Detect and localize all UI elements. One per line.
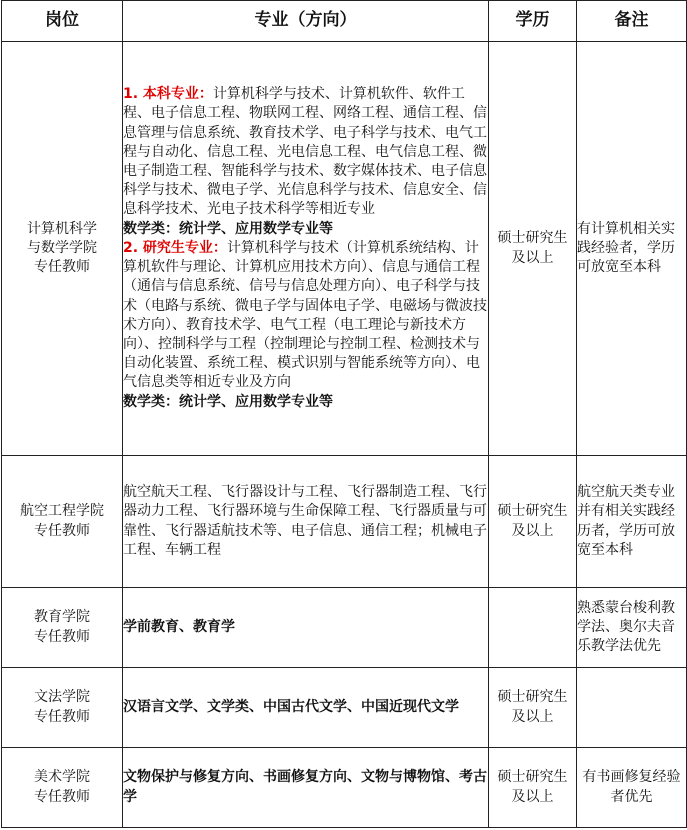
header-degree: 学历 — [489, 1, 577, 42]
note-text: 有计算机相关实践经验者，学历可放宽至本科 — [577, 220, 675, 276]
degree-cell — [489, 42, 577, 456]
header-major: 专业（方向） — [123, 1, 489, 42]
note-text: 熟悉蒙台梭利教学法、奥尔夫音乐教学法优先 — [577, 599, 675, 655]
note-cell — [577, 588, 687, 668]
post-cell — [2, 588, 123, 668]
major-cell — [123, 748, 489, 828]
undergrad-text: 计算机科学与技术、计算机软件、软件工程、电子信息工程、物联网工程、网络工程、通信工程、信息管理与信息系统、教育技术学、电子科学与技术、电气工程与自动化、信息工程、光电信息工程、电气信息工程、微电子制造工程、智能科学与技术、数字媒体技术、电子信息科学与技术、微电子学、光信息科学与技术、信息安全、信息科学技术、光电子技术科学等相近专业 — [123, 86, 487, 218]
major-cell — [123, 588, 489, 668]
header-post: 岗位 — [2, 1, 123, 42]
post-cell — [2, 456, 123, 588]
header-note: 备注 — [577, 1, 687, 42]
major-text: 学前教育、教育学 — [123, 618, 235, 635]
post-cell — [2, 748, 123, 828]
grad-math-text: 数学类：统计学、应用数学专业等 — [123, 393, 333, 410]
note-cell — [577, 748, 687, 828]
degree-text: 硕士研究生 及以上 — [497, 689, 568, 725]
recruitment-table — [1, 0, 687, 828]
degree-cell — [489, 588, 577, 668]
grad-text: 计算机科学与技术（计算机系统结构、计算机软件与理论、计算机应用技术方向）、信息与通信工程（通信与信息系统、信号与信息处理方向）、电子科学与技术（电路与系统、微电子学与固体电子学、电磁场与微波技术方向）、教育技术学、电气工程（电工理论与新技术方向）、控制科学与工程（控制理论与控制工程、检测技术与自动化装置、系统工程、模式识别与智能系统等方向）、电气信息类等相近专业及方向 — [123, 239, 487, 391]
major-cell — [123, 668, 489, 748]
major-cell — [123, 456, 489, 588]
table-row — [2, 588, 687, 668]
note-text: 航空航天类专业并有相关实践经历者，学历可放宽至本科 — [577, 484, 675, 558]
table-row — [2, 668, 687, 748]
note-cell — [577, 668, 687, 748]
note-cell — [577, 456, 687, 588]
major-cell — [123, 42, 489, 456]
post-text: 教育学院 专任教师 — [34, 609, 90, 645]
degree-cell — [489, 456, 577, 588]
table-row — [2, 42, 687, 456]
major-text: 文物保护与修复方向、书画修复方向、文物与博物馆、考古学 — [123, 769, 487, 805]
post-cell — [2, 668, 123, 748]
undergrad-label: 1. 本科专业： — [123, 86, 213, 103]
note-text: 有书画修复经验者优先 — [582, 769, 681, 805]
table-row — [2, 748, 687, 828]
undergrad-math-text: 数学类：统计学、应用数学专业等 — [123, 220, 333, 237]
table-row — [2, 456, 687, 588]
header-row — [2, 1, 687, 42]
post-text: 计算机科学 与数学学院 专任教师 — [27, 220, 97, 276]
degree-text: 硕士研究生 及以上 — [497, 769, 568, 805]
grad-label: 2. 研究生专业： — [123, 239, 227, 256]
degree-cell — [489, 668, 577, 748]
degree-cell — [489, 748, 577, 828]
post-cell — [2, 42, 123, 456]
post-text: 文法学院 专任教师 — [34, 689, 90, 725]
post-text: 美术学院 专任教师 — [34, 769, 90, 805]
note-cell — [577, 42, 687, 456]
degree-text: 硕士研究生 及以上 — [497, 230, 568, 266]
degree-text: 硕士研究生 及以上 — [497, 503, 568, 539]
post-text: 航空工程学院 专任教师 — [20, 503, 104, 539]
major-text: 汉语言文学、文学类、中国古代文学、中国近现代文学 — [123, 698, 459, 715]
major-text: 航空航天工程、飞行器设计与工程、飞行器制造工程、飞行器动力工程、飞行器环境与生命保障工程、飞行器质量与可靠性、飞行器适航技术等、电子信息、通信工程；机械电子工程、车辆工程 — [123, 484, 487, 558]
